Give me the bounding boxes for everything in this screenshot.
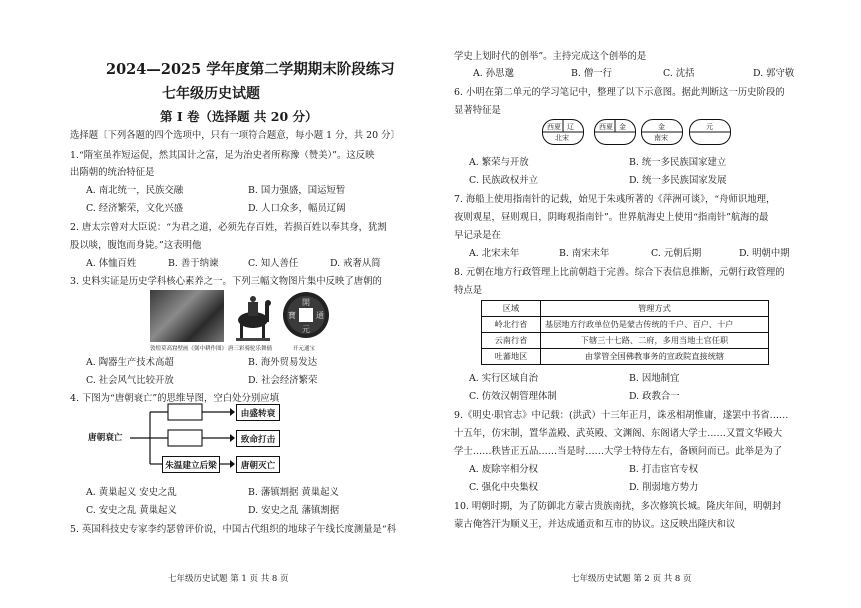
left-page-footer: 七年级历史试题 第 1 页 共 8 页: [168, 574, 289, 584]
q1-option-b: B. 国力强盛，国运短暂: [248, 185, 346, 196]
q1-option-a: A. 南北统一，民族交融: [86, 185, 184, 196]
q7-option-a: A. 北宋末年: [469, 248, 520, 259]
mind-map-box-later-liang: 朱温建立后梁: [162, 456, 220, 473]
q2-stem-line1: 2. 唐太宗曾对大臣说：“为君之道，必须先存百姓，若损百姓以奉其身，犹割: [70, 222, 387, 233]
exam-title: 2024—2025 学年度第二学期期末阶段练习: [106, 61, 395, 78]
q5-option-a: A. 孙思邈: [473, 68, 514, 79]
admin-table: [481, 300, 769, 365]
mural-image: [150, 290, 224, 342]
table-header-row: [482, 301, 769, 317]
q9-stem-line1: 9.《明史·职官志》中记载：(洪武）十三年正月，诛丞相胡惟庸，遂罢中书省……: [454, 410, 789, 421]
exam-subtitle: 七年级历史试题: [162, 86, 260, 102]
q2-option-b: B. 善于纳谏: [168, 258, 219, 269]
q8-option-a: A. 实行区域自治: [469, 373, 538, 384]
q4-option-b: B. 藩镇割据 黄巢起义: [248, 487, 339, 498]
q8-stem-line1: 8. 元朝在地方行政管理上比前朝趋于完善。综合下表信息推断，元朝行政管理的: [454, 267, 785, 278]
pill1-label-xixia: 西夏: [547, 123, 561, 131]
q10-stem-line2: 蒙古俺答汗为顺义王，并达成通贡和互市的协议。这反映出隆庆和议: [454, 519, 736, 530]
q1-option-d: D. 人口众多，幅员辽阔: [248, 203, 346, 214]
q8-option-d: D. 政教合一: [629, 391, 680, 402]
q5-option-d: D. 郭守敬: [753, 68, 795, 79]
q6-option-a: A. 繁荣与开放: [469, 157, 529, 168]
q4-option-a: A. 黄巢起义 安史之乱: [86, 487, 177, 498]
coin-char-top: 開: [302, 298, 310, 307]
q5-option-b: B. 僧一行: [571, 68, 612, 79]
q6-option-c: C. 民族政权并立: [469, 175, 539, 186]
mural-caption: 敦煌莫高窟壁画《弼中耕作图》: [150, 346, 228, 352]
q7-option-b: B. 南宋末年: [559, 248, 610, 259]
q5-stem-line1: 5. 英国科技史专家李约瑟曾评价说，中国古代组织的地球子午线长度测量是“科: [70, 524, 397, 535]
q1-stem-line2: 出隋朝的统治特征是: [70, 167, 155, 178]
right-page-footer: 七年级历史试题 第 2 页 共 8 页: [571, 574, 692, 584]
q2-option-a: A. 体恤百姓: [86, 258, 137, 269]
q7-stem-line1: 7. 海船上使用指南针的记载，始见于朱彧所著的《萍洲可谈》，“舟师识地理，: [454, 194, 776, 205]
era-pill-north-song: [542, 119, 584, 145]
q4-stem-line1: 4. 下图为“唐朝衰亡”的思维导图，空白处分别应填: [70, 393, 280, 404]
q9-stem-line3: 学士……秩皆正五品……当是时……大学士特侍左右，备顾问而已。此举是为了: [454, 446, 783, 457]
pill3-label-jin: 金: [658, 123, 665, 131]
q9-stem-line2: 十五年，仿宋制，置华盖殿、武英殿、文渊阁、东阁诸大学士……又置文华殿大: [454, 428, 783, 439]
q7-option-d: D. 明朝中期: [739, 248, 790, 259]
q3-option-a: A. 陶器生产技术高超: [86, 357, 174, 368]
q3-option-d: D. 社会经济繁荣: [248, 375, 318, 386]
q6-option-b: B. 统一多民族国家建立: [629, 157, 727, 168]
q3-stem-line1: 3. 史料实证是历史学科核心素养之一。下列三幅文物图片集中反映了唐朝的: [70, 276, 382, 287]
coin-char-bottom: 元: [302, 325, 310, 334]
q3-option-b: B. 海外贸易发达: [248, 357, 318, 368]
q8-option-c: C. 仿效汉朝管理体制: [469, 391, 557, 402]
q4-option-d: D. 安史之乱 藩镇割据: [248, 505, 340, 516]
q4-option-c: C. 安史之乱 黄巢起义: [86, 505, 177, 516]
q3-option-c: C. 社会风气比较开放: [86, 375, 174, 386]
pill2-label-jin: 金: [619, 123, 626, 131]
pill1-label-beisong: 北宋: [555, 134, 569, 142]
q5-stem-line2: 学史上划时代的创举”。主持完成这个创举的是: [454, 51, 647, 62]
figurine-caption: 唐三彩骑驼乐舞俑: [228, 346, 273, 352]
coin-char-right: 通: [316, 311, 324, 320]
q1-option-c: C. 经济繁荣，文化兴盛: [86, 203, 184, 214]
q2-option-d: D. 戒奢从简: [330, 258, 381, 269]
q10-stem-line1: 10. 明朝时期，为了防御北方蒙古贵族南扰，多次修筑长城。隆庆年间，明朝封: [454, 501, 782, 512]
pill2-label-xixia: 西夏: [599, 123, 613, 131]
q1-stem-line1: 1.“隋室虽祚短运促，然其国计之富，足为治史者所称豫（赞美）”。这反映: [70, 150, 375, 161]
q6-stem-line2: 显著特征是: [454, 105, 501, 116]
q2-option-c: C. 知人善任: [248, 258, 299, 269]
pill3-label-nansong: 南宋: [654, 134, 668, 142]
table-header-method: 管理方式: [541, 301, 769, 317]
q6-stem-line1: 6. 小明在第二单元的学习笔记中，整理了以下示意图。据此判断这一历史阶段的: [454, 87, 785, 98]
instruction: 选择题〔下列各题的四个选项中，只有一项符合题意，每小题 1 分，共 20 分〕: [70, 130, 400, 141]
table-header-region: 区域: [482, 301, 541, 317]
q9-option-c: C. 强化中央集权: [469, 482, 539, 493]
q8-stem-line2: 特点是: [454, 285, 483, 296]
q9-option-d: D. 削弱地方势力: [629, 482, 699, 493]
q9-option-a: A. 废除宰相分权: [469, 464, 538, 475]
mind-map-box-fall: 唐朝灭亡: [236, 456, 280, 473]
table-row: 云南行省 下辖三十七路、二府，多用当地土官任职: [482, 333, 769, 349]
q9-option-b: B. 打击宦官专权: [629, 464, 699, 475]
mind-map-box-decline: 由盛转衰: [236, 404, 280, 421]
q7-stem-line3: 早记录是在: [454, 230, 501, 241]
q2-stem-line2: 股以啖，腹饱而身毙。”这表明他: [70, 240, 202, 251]
mind-map-box-fatal-blow: 致命打击: [236, 430, 280, 447]
q5-option-c: C. 沈括: [663, 68, 695, 79]
era-pill-south-song: [641, 119, 683, 145]
table-row: 吐蕃地区 由掌管全国佛教事务的宣政院直接统辖: [482, 349, 769, 365]
pill1-label-liao: 辽: [567, 123, 574, 131]
pill4-label-yuan: 元: [706, 123, 713, 131]
right-page: [441, 0, 861, 608]
camel-figurine-image: [230, 290, 276, 342]
coin-char-left: 寶: [288, 311, 296, 320]
era-pill-xixia-jin: [594, 119, 636, 145]
section-heading: 第 I 卷（选择题 共 20 分）: [160, 109, 318, 124]
era-pill-yuan: [689, 119, 731, 145]
q7-option-c: C. 元朝后期: [651, 248, 702, 259]
table-row: 岭北行省 基层地方行政单位仍是蒙古传统的千户、百户、十户: [482, 317, 769, 333]
q8-option-b: B. 因地制宜: [629, 373, 680, 384]
q7-stem-line2: 夜则观星，昼则观日，阴晦观指南针”。世界航海史上使用“指南针”航海的最: [454, 212, 769, 223]
coin-image: [281, 290, 331, 342]
mind-map-center: 唐朝衰亡: [88, 433, 123, 443]
coin-caption: 开元通宝: [293, 346, 316, 352]
q6-option-d: D. 统一多民族国家发展: [629, 175, 727, 186]
